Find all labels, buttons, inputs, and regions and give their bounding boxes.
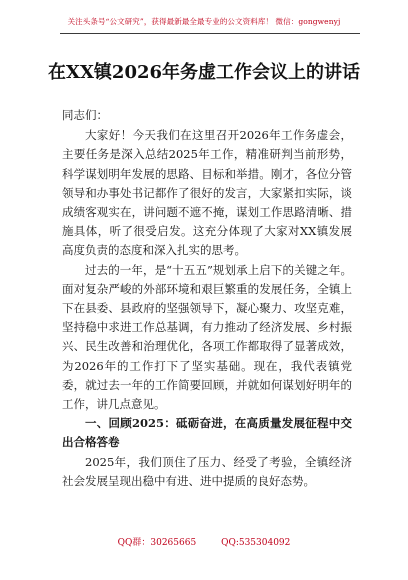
section-heading-1: 一、回顾2025：砥砺奋进，在高质量发展征程中交出合格答卷 [62, 416, 352, 450]
salutation: 同志们： [62, 108, 108, 122]
paragraph-summary: 2025年，我们顶住了压力、经受了考验，全镇经济社会发展呈现出稳中有进、进中提质的良好态势。 [62, 454, 352, 488]
document-title: 在XX镇2026年务虚工作会议上的讲话 [47, 62, 361, 83]
paragraph-review: 过去的一年，是“十五五”规划承上启下的关键之年。面对复杂严峻的外部环境和艰巨繁重的发展任务，全镇上下在县委、县政府的坚强领导下，凝心聚力、攻坚克难，坚持稳中求进工作总基调，有力推动了经济发展、乡村振兴、民生改善和治理优化，各项工作都取得了显著成效，为2026年的工作打下了坚实基础。现在，我代表镇党委，就过去一年的工作简要回顾，并就如何谋划好明年的工作，讲几点意见。 [62, 262, 352, 412]
footer-qq: QQ:535304092 [221, 538, 291, 548]
header-banner: 关注头条号“公文研究”，获得最新最全最专业的公文资料库！ 微信：gongwenyj [67, 17, 341, 26]
document-body [62, 106, 352, 491]
footer-qq-group: QQ群：30265665 [117, 538, 197, 548]
paragraph-opening: 大家好！今天我们在这里召开2026年工作务虚会，主要任务是深入总结2025年工作，精准研判当前形势，科学谋划明年发展的思路、目标和举措。刚才，各位分管领导和办事处书记都作了很好的发言，大家紧扣实际，谈成绩客观实在，讲问题不遮不掩，谋划工作思路清晰、措施具体，听了很受启发。这充分体现了大家对XX镇发展高度负责的态度和深入扎实的思考。 [62, 128, 352, 258]
page-footer [0, 535, 408, 548]
header-divider [60, 33, 360, 34]
